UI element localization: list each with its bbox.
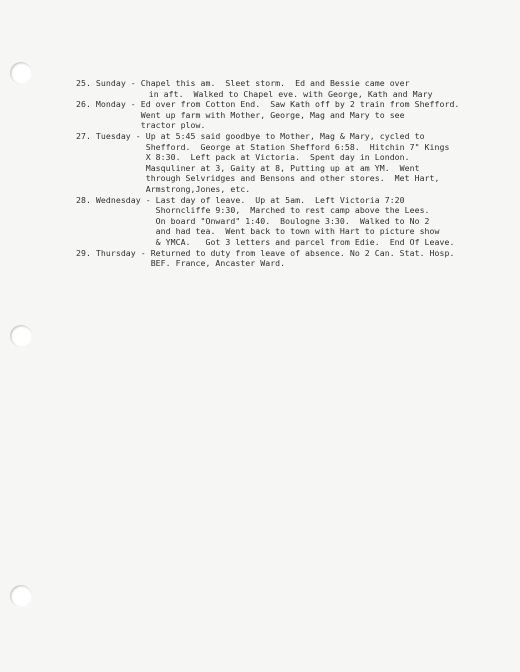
entry-line: through Selvridges and Bensons and other stores. Met Hart,	[145, 173, 440, 184]
entry-line: X 8:30. Left pack at Victoria. Spent day in London.	[145, 152, 410, 163]
entry-line: Shefford. George at Station Shefford 6:58. Hitchin 7" Kings	[145, 141, 450, 152]
entry-line: Ed over from Cotton End. Saw Kath off by 2 train from Shefford.	[140, 99, 460, 110]
diary-entry	[76, 78, 516, 99]
entry-line: Went up farm with Mother, George, Mag and Mary to see	[140, 109, 405, 120]
entry-line: Last day of leave. Up at 5am. Left Victoria 7:20	[155, 194, 405, 205]
entry-date-label: 25. Sunday -	[76, 78, 141, 88]
diary-entry	[76, 99, 516, 131]
entry-line: BEF. France, Ancaster Ward.	[150, 258, 286, 269]
entry-line: in aft. Walked to Chapel eve. with George, Kath and Mary	[148, 88, 433, 99]
diary-entry	[76, 195, 516, 248]
entry-line: tractor plow.	[140, 120, 206, 131]
binder-hole-bottom	[10, 585, 32, 607]
entry-date-label: 27. Tuesday -	[76, 130, 146, 141]
entry-line: Shorncliffe 9:30, Marched to rest camp above the Lees.	[155, 205, 430, 216]
diary-entries	[76, 78, 516, 269]
entry-date-label: 29. Thursday -	[76, 247, 151, 258]
binder-hole-middle	[10, 325, 32, 347]
entry-line: On board "Onward" 1:40. Boulogne 3:30. Walked to No 2	[155, 215, 430, 226]
diary-entry	[76, 131, 516, 195]
entry-line: Up at 5:45 said goodbye to Mother, Mag & Mary, cycled to	[145, 130, 425, 141]
entry-line: & YMCA. Got 3 letters and parcel from Edie. End Of Leave.	[155, 236, 455, 247]
entry-line: Masquliner at 3, Gaity at 8, Putting up at am YM. Went	[145, 162, 420, 173]
entry-line: and had tea. Went back to town with Hart to picture show	[155, 226, 440, 237]
diary-entry	[76, 248, 516, 269]
entry-line: Armstrong,Jones, etc.	[145, 183, 251, 194]
entry-date-label: 26. Monday -	[76, 99, 141, 110]
entry-line: Returned to duty from leave of absence. No 2 Can. Stat. Hosp.	[150, 247, 455, 258]
entry-line: Chapel this am. Sleet storm. Ed and Bessie came over	[140, 78, 410, 88]
entry-date-label: 28. Wednesday -	[76, 194, 156, 205]
binder-hole-top	[10, 62, 32, 84]
